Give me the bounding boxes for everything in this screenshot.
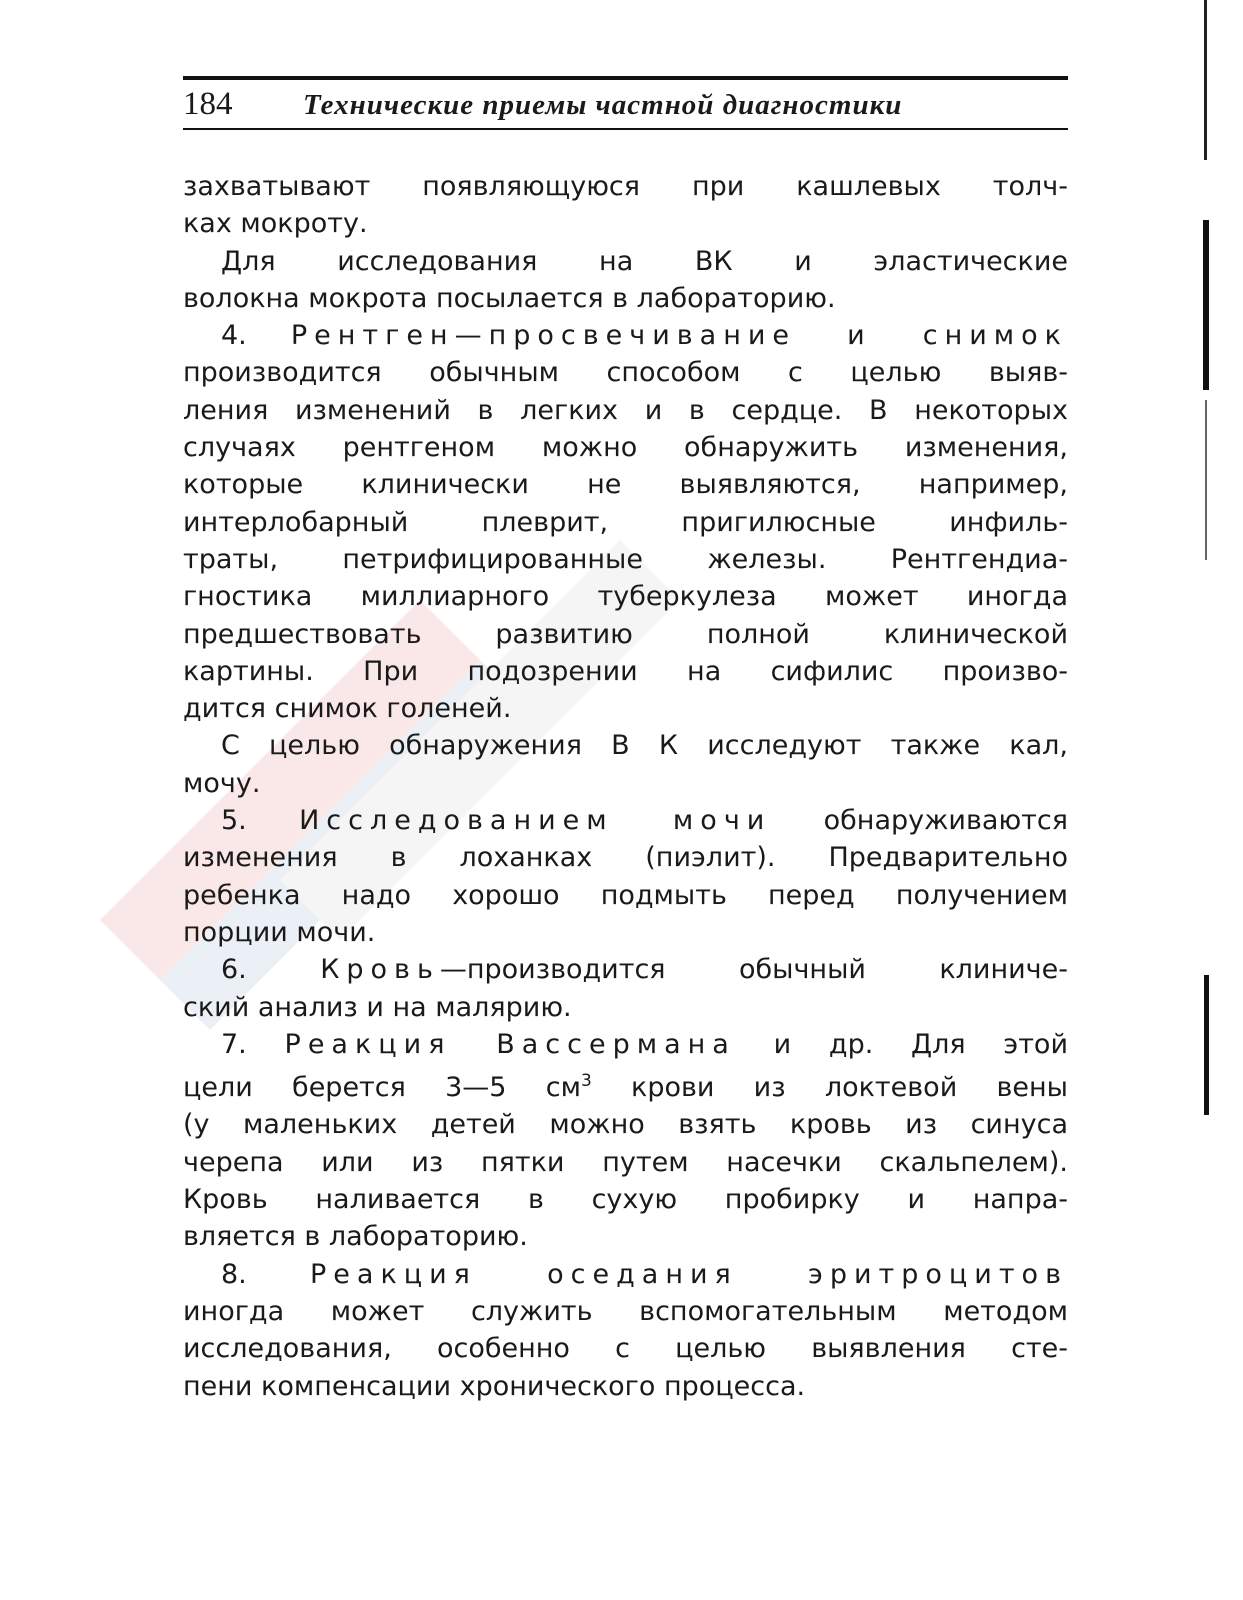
scan-edge-artifact: [1202, 0, 1210, 1600]
text-line: (у маленьких детей можно взять кровь из синуса: [183, 1109, 1068, 1141]
text-line: [183, 1256, 1068, 1293]
paragraph-xray: [183, 317, 1068, 727]
item-term: Реакция Вассермана: [284, 1028, 736, 1060]
paragraph-urine-test: [183, 802, 1068, 951]
text-line: порции мочи.: [183, 916, 376, 948]
text-line: предшествовать развитию полной клинической: [183, 618, 1068, 650]
item-number: 4.: [221, 320, 247, 352]
text-line: ский анализ и на малярию.: [183, 991, 572, 1023]
item-term: Рентген—просвечивание и снимок: [290, 320, 1068, 352]
item-term: Реакция оседания эритроцитов: [310, 1258, 1068, 1290]
text-line: [183, 802, 1068, 839]
item-number: 5.: [221, 805, 247, 837]
text-fragment: крови из локтевой вены: [591, 1072, 1068, 1104]
paragraph-blood: [183, 951, 1068, 1026]
text-line: картины. При подозрении на сифилис произво-: [183, 655, 1068, 687]
text-line: случаях рентгеном можно обнаружить изменения,: [183, 432, 1068, 464]
text-line: ках мокроту.: [183, 208, 368, 240]
text-line: иногда может служить вспомогательным методом: [183, 1295, 1068, 1327]
text-line: С целью обнаружения В К исследуют также кал,: [221, 730, 1068, 762]
text-line: интерлобарный плеврит, пригилюсные инфиль-: [183, 506, 1068, 538]
text-line: траты, петрифицированные железы. Рентгендиа-: [183, 543, 1068, 575]
text-line: пени компенсации хронического процесса.: [183, 1370, 806, 1402]
text-line: дится снимок голеней.: [183, 693, 512, 725]
text-line: [183, 951, 1068, 988]
text-line: мочу.: [183, 767, 261, 799]
text-fragment: и др. Для этой: [773, 1028, 1068, 1060]
running-title: Технические приемы частной диагностики: [303, 89, 903, 121]
text-line: Для исследования на ВК и эластические: [221, 245, 1068, 277]
body-text: [183, 168, 1068, 1405]
text-line: захватывают появляющуюся при кашлевых толч-: [183, 171, 1068, 202]
text-line: [183, 1063, 1068, 1106]
paragraph-sputum-collection: [183, 168, 1068, 243]
paragraph-wassermann: [183, 1026, 1068, 1256]
text-line: исследования, особенно с целью выявления сте-: [183, 1333, 1068, 1365]
header-bottom-rule: [183, 128, 1068, 130]
text-line: изменения в лоханках (пиэлит). Предварительно: [183, 842, 1068, 874]
text-line: гностика миллиарного туберкулеза может иногда: [183, 581, 1068, 613]
text-line: волокна мокрота посылается в лабораторию.: [183, 282, 836, 314]
text-line: Кровь наливается в сухую пробирку и напра-: [183, 1184, 1068, 1216]
paragraph-esr: [183, 1256, 1068, 1405]
text-fragment: —производится обычный клиниче-: [439, 954, 1068, 986]
header-top-rule: [183, 76, 1068, 80]
text-line: ления изменений в легких и в сердце. В некоторых: [183, 394, 1068, 426]
text-line: [183, 1026, 1068, 1063]
text-line: ребенка надо хорошо подмыть перед получением: [183, 879, 1068, 911]
text-line: черепа или из пятки путем насечки скальпелем).: [183, 1146, 1068, 1178]
item-number: 8.: [221, 1258, 247, 1290]
text-line: [183, 317, 1068, 354]
item-term: Исследованием мочи: [299, 805, 772, 837]
text-line: которые клинически не выявляются, например,: [183, 469, 1068, 501]
page-header: [183, 70, 1068, 132]
item-number: 7.: [221, 1028, 247, 1060]
page-number: 184: [183, 86, 233, 122]
paragraph-sputum-lab: [183, 243, 1068, 318]
item-number: 6.: [221, 954, 247, 986]
text-fragment: обнаруживаются: [823, 805, 1068, 837]
text-line: вляется в лабораторию.: [183, 1221, 528, 1253]
text-fragment: цели берется 3—5 см: [183, 1072, 581, 1104]
superscript: 3: [580, 1071, 592, 1092]
paragraph-feces-urine: [183, 727, 1068, 802]
text-line: производится обычным способом с целью выяв-: [183, 357, 1068, 389]
item-term: Кровь: [320, 954, 440, 986]
